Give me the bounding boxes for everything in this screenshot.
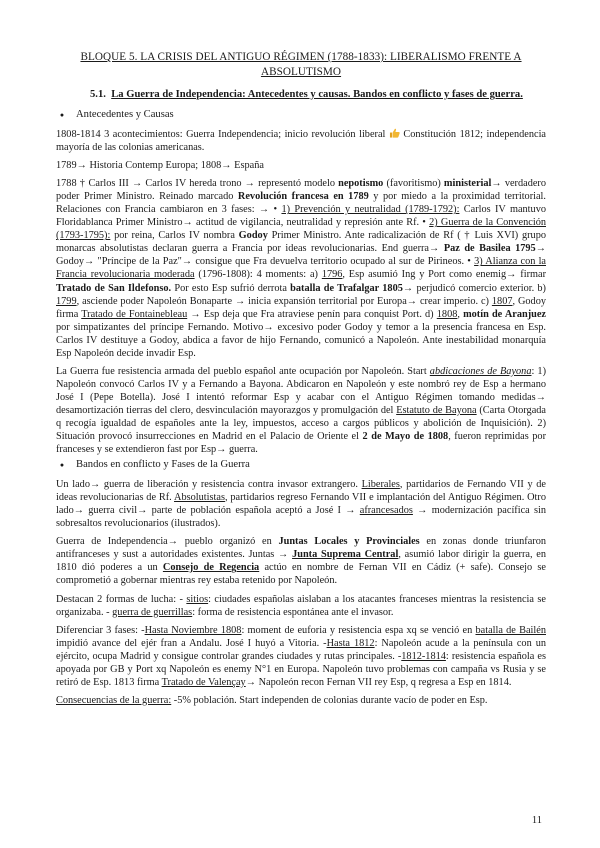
- paragraph: 1789→ Historia Contemp Europa; 1808→ España: [56, 160, 264, 172]
- bold-text: Revolución francesa en 1789: [237, 191, 369, 203]
- underlined-text: guerra de guerrillas: [112, 606, 193, 618]
- bold-text: Tratado de San Ildefonso.: [56, 282, 172, 294]
- paragraph: [56, 593, 546, 619]
- underlined-text: 1) Prevención y neutralidad (1789-1792):: [281, 204, 460, 216]
- underlined-text: 1796: [321, 269, 343, 281]
- italic-underlined-text: abdicaciones de Bayona: [429, 365, 532, 377]
- text-run: La Guerra fue resistencia armada del pueblo español ante ocupación por Napoleón. Start: [56, 365, 430, 377]
- paragraph: [56, 694, 546, 707]
- text-run: , asciende poder Napoleón Bonaparte → inicia expansión territorial por Europa→ crear imperio. c): [76, 295, 492, 307]
- page-title: BLOQUE 5. LA CRISIS DEL ANTIGUO RÉGIMEN (1788-1833): LIBERALISMO FRENTE A ABSOLUTISMO: [80, 51, 522, 78]
- bold-text: Paz de Basilea 1795: [443, 243, 536, 255]
- paragraph: [56, 177, 546, 360]
- underlined-text: sitios: [186, 593, 209, 605]
- text-run: 1788 † Carlos III → Carlos IV hereda trono → representó modelo: [56, 178, 339, 190]
- underlined-text: Estatuto de Bayona: [396, 404, 477, 416]
- bullet-text: Bandos en conflicto y Fases de la Guerra: [76, 459, 250, 471]
- section-number: 5.1.: [90, 89, 106, 100]
- text-run: impidió avance del ejér fran a Andalu. José I huyó a Vitoria. -: [56, 637, 327, 649]
- underlined-text: 1808: [436, 308, 458, 320]
- underlined-text: Consecuencias de la guerra:: [56, 694, 172, 706]
- paragraph: [56, 478, 546, 530]
- bullet-item: [56, 108, 546, 122]
- text-run: → Napoleón recon Fernan VII rey Esp, q regresa a Esp en 1814.: [245, 676, 512, 688]
- text-run: Un lado→ guerra de liberación y resistencia contra invasor extrangero.: [56, 479, 362, 491]
- text-run: → verdadero poder Primer Ministro. Reinado marcado: [56, 178, 546, 203]
- text-run: por reina, Carlos IV nombra: [110, 230, 239, 242]
- section-heading-text: La Guerra de Independencia: Antecedentes y causas. Bandos en conflicto y fases de guerra.: [111, 89, 523, 100]
- bold-text: 2 de Mayo de 1808: [362, 431, 449, 443]
- text-run: -5% población. Start independen de colonias durante vacío de poder en Esp.: [171, 694, 488, 706]
- bold-text: batalla de Trafalgar 1805: [290, 282, 403, 294]
- bullet-dot-icon: ●: [59, 111, 65, 119]
- section-heading: [90, 88, 546, 102]
- underlined-text: afrancesados: [359, 505, 413, 517]
- text-run: → perjudicó comercio exterior. b): [402, 282, 546, 294]
- underlined-text: 3) Alianza con la Francia revolucionaria moderada: [56, 256, 547, 281]
- text-run: , asumió labor dirigir la guerra, en 1810 dió poderes a un: [56, 549, 546, 574]
- page-number: 11: [531, 815, 542, 826]
- underlined-text: batalla de Bailén: [475, 624, 546, 636]
- text-run: Guerra de Independencia→ pueblo organizó en: [56, 536, 279, 548]
- paragraph: [56, 624, 546, 689]
- text-run: : ciudades españolas aislaban a los atacantes franceses mientras la resistencia se organizaba. -: [56, 593, 546, 618]
- underlined-text: Tratado de Fontainebleau: [81, 308, 188, 320]
- text-run: Por esto Esp sufrió derrota: [171, 282, 291, 294]
- underlined-text: Hasta 1812: [326, 637, 375, 649]
- text-run: , partidarios regreso Fernando VII e implantación del Antiguo Régimen. Otro lado→ guerra civil→ parte de población española aceptó a José I →: [56, 492, 546, 517]
- bullet-text: Antecedentes y Causas: [76, 109, 174, 120]
- text-run: Primer Ministro. Ante radicalización de Rf ( † Luis XVI) grupo monarcas absolutistas declaran guerra a Francia por ideas revolucionarias. End guerra→: [56, 230, 546, 255]
- text-run: Constitución 1812; independencia mayoría de las colonias americanas.: [56, 129, 546, 154]
- document-page: [56, 50, 546, 709]
- text-run: ,: [457, 308, 464, 320]
- text-run: : resistencia española es apoyada por GB y Port xq Napoleón es enemy N°1 en Europa. Napoleón tuvo problemas con campaña vs Rusia y se retiró de Esp. 1813 firma: [56, 650, 546, 688]
- text-run: : 1) Napoleón convocó Carlos IV y a Fernando a Bayona. Abdicaron en Napoleón y este nombró rey de Esp a hermano José I (Pepe Botella). José I intentó reformar Esp y acabar con el Antiguo Régimen tomando medidas→ desamortización tierras del clero, desvinculación mayorazgos y promulgación del: [56, 365, 547, 416]
- text-run: 1808-1814 3 acontecimientos: Guerra Independencia; inicio revolución liberal: [56, 129, 389, 140]
- underlined-text: Liberales: [361, 479, 400, 491]
- bold-text: Godoy: [238, 230, 268, 242]
- bold-text: Juntas Locales y Provinciales: [278, 536, 420, 548]
- bullet-item: [56, 458, 546, 472]
- text-run: (1796-1808): 4 moments: a): [194, 269, 322, 281]
- text-run: por simpatizantes del príncipe Fernando. Motivo→ excesivo poder Godoy y temor a la presencia francesa en Esp. Carlos IV destituye a Godoy, abdica a favor de hijo Fernando, comunicó a Napoleón. Ante inestabilidad monarquía Esp Napoleón decide invadir Esp.: [56, 321, 546, 359]
- text-run: → Godoy→ "Príncipe de la Paz"→ consigue que Fra devuelva territorio ocupado al sur de Pirineos. •: [56, 243, 546, 268]
- text-run: , Godoy firma: [56, 295, 546, 320]
- text-run: Carlos IV mantuvo Floridablanca Primer Ministro→ actitud de vigilancia, neutralidad y represión ante Rf. •: [56, 204, 546, 229]
- text-run: , Esp asumió Ing y Port como enemig→ firmar: [342, 269, 547, 281]
- underlined-text: 1807: [491, 295, 513, 307]
- text-run: y por miedo a la proximidad territorial. Relaciones con Francia cambiaron en 3 fases: → •: [56, 191, 546, 216]
- paragraph: [56, 128, 546, 154]
- underlined-text: Hasta Noviembre 1808: [144, 624, 242, 636]
- paragraph: [56, 535, 546, 587]
- underlined-text: Absolutistas: [174, 492, 225, 504]
- text-run: : Napoleón acude a la península con un ejército, ocupa Madrid y consigue controlar grandes ciudades y rutas principales. -: [56, 637, 546, 662]
- underlined-text: 1799: [56, 295, 77, 307]
- bold-text: ministerial: [443, 178, 492, 190]
- text-run: → Esp deja que Fra atraviese penín para conquist Port. d): [187, 308, 437, 320]
- thumbs-up-icon: [389, 128, 400, 138]
- underlined-text: 2) Guerra de la Convención (1793-1795):: [56, 217, 546, 242]
- text-run: → modernización pacífica sin sobresaltos revolucionarios (ilustrados).: [56, 505, 546, 530]
- text-run: : moment de euforia y resistencia espa xq se venció en: [241, 624, 476, 636]
- bold-underlined-text: Junta Suprema Central: [292, 549, 399, 561]
- text-run: Destacan 2 formas de lucha: -: [56, 593, 187, 605]
- underlined-text: 1812-1814: [401, 650, 446, 662]
- paragraph: [56, 365, 546, 456]
- underlined-text: Tratado de Valençay: [161, 676, 246, 688]
- text-run: , fueron reprimidas por franceses y se extendieron fast por Esp→ guerra.: [56, 431, 547, 456]
- text-run: Diferenciar 3 fases: -: [56, 624, 145, 636]
- text-run: : forma de resistencia espontánea ante el invasor.: [192, 606, 394, 618]
- text-run: actúo en nombre de Fernan VII en Cádiz (+ safe). Consejo se comprometió a gobernar mientras rey estaba retenido por Napoleón.: [56, 562, 546, 587]
- text-run: en zonas donde triunfaron antifranceses y sust a autoridades existentes. Juntas →: [56, 536, 546, 561]
- text-run: , partidarios de Fernando VII y de ideas revolucionarias de Rf.: [56, 479, 547, 504]
- bold-text: nepotismo: [338, 178, 384, 190]
- bold-underlined-text: Consejo de Regencia: [162, 562, 260, 574]
- bold-text: motín de Aranjuez: [463, 308, 546, 320]
- text-run: (Carta Otorgada q recogía igualdad de españoles ante la ley, impuestos, acceso a cargos públicos y abolición de Inquisición). 2) Situación provocó insurrecciones en Madrid en el Palacio de Oriente el: [56, 404, 546, 443]
- text-run: (favoritismo): [383, 178, 444, 190]
- bullet-dot-icon: ●: [59, 461, 65, 470]
